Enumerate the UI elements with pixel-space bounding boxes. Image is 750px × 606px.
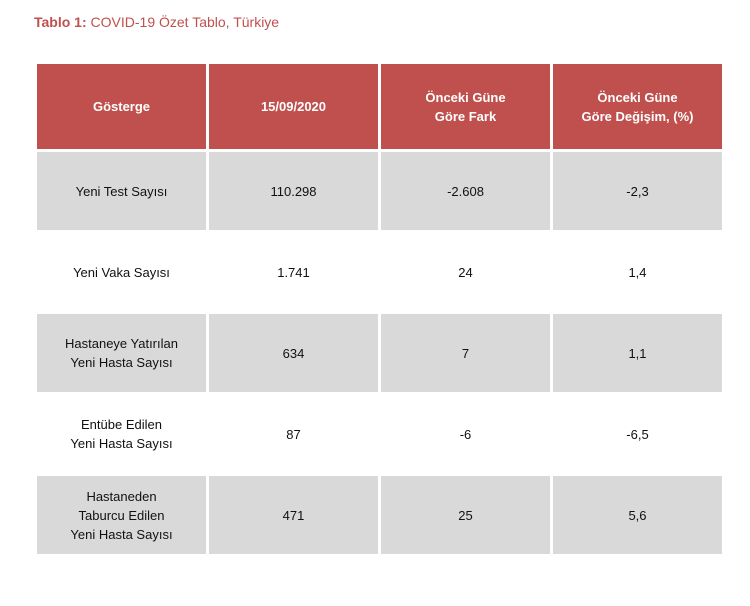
difference-cell: 24 — [381, 233, 550, 311]
change-cell: -6,5 — [553, 395, 722, 473]
indicator-line: Entübe Edilen — [81, 417, 162, 432]
table-row-new-tests — [37, 152, 722, 230]
table-row-discharged — [37, 476, 722, 554]
header-indicator — [37, 64, 206, 149]
header-daily-change-line: Önceki Güne — [597, 89, 678, 105]
table-header-row — [37, 64, 722, 149]
indicator-line: Hastaneden — [86, 488, 157, 504]
table-caption — [34, 14, 279, 30]
table-row-hospitalized — [37, 314, 722, 392]
indicator-line: Yeni Hasta Sayısı — [70, 526, 173, 542]
indicator-cell — [37, 476, 206, 554]
value-cell: 87 — [209, 395, 378, 473]
value-cell: 110.298 — [209, 152, 378, 230]
header-indicator-line: Gösterge — [92, 99, 151, 114]
value-cell: 634 — [209, 314, 378, 392]
change-cell: -2,3 — [553, 152, 722, 230]
change-cell: 5,6 — [553, 476, 722, 554]
indicator-line: Taburcu Edilen — [78, 507, 165, 523]
caption-label: Tablo 1: — [34, 14, 87, 30]
difference-cell: 25 — [381, 476, 550, 554]
covid-summary-table — [34, 61, 725, 557]
header-daily-difference-line: Önceki Güne — [425, 89, 506, 105]
indicator-cell — [37, 314, 206, 392]
indicator-line: Yeni Hasta Sayısı — [70, 436, 173, 451]
change-cell: 1,4 — [553, 233, 722, 311]
header-daily-difference — [381, 64, 550, 149]
indicator-line: Yeni Vaka Sayısı — [73, 264, 170, 280]
indicator-cell — [37, 395, 206, 473]
difference-cell: 7 — [381, 314, 550, 392]
value-cell: 1.741 — [209, 233, 378, 311]
table-row-new-cases — [37, 233, 722, 311]
value-cell: 471 — [209, 476, 378, 554]
indicator-line: Yeni Test Sayısı — [75, 183, 168, 199]
header-daily-difference-line: Göre Fark — [434, 108, 497, 124]
header-daily-change-percent — [553, 64, 722, 149]
indicator-line: Yeni Hasta Sayısı — [70, 355, 173, 370]
caption-text: COVID-19 Özet Tablo, Türkiye — [90, 14, 280, 30]
table-row-intubated — [37, 395, 722, 473]
header-daily-change-line: Göre Değişim, (%) — [581, 108, 694, 124]
difference-cell: -2.608 — [381, 152, 550, 230]
change-cell: 1,1 — [553, 314, 722, 392]
indicator-line: Hastaneye Yatırılan — [65, 336, 178, 351]
difference-cell: -6 — [381, 395, 550, 473]
indicator-cell — [37, 233, 206, 311]
indicator-cell — [37, 152, 206, 230]
header-date-line: 15/09/2020 — [260, 99, 327, 114]
header-date — [209, 64, 378, 149]
